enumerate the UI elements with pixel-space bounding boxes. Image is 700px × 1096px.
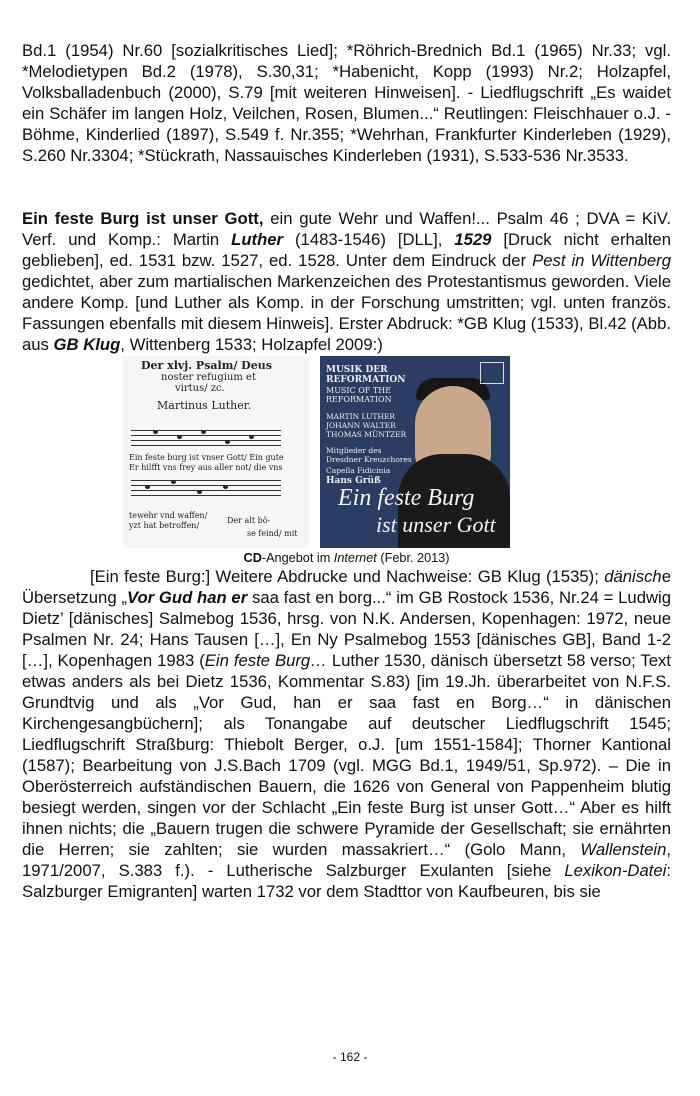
hymnal-lyric: Der alt bö- <box>227 516 271 525</box>
hymnal-heading-line: noster refugium et <box>161 372 256 383</box>
year-1529: 1529 <box>454 230 492 249</box>
hymnal-lyric: yzt hat betroffen/ <box>129 521 200 530</box>
ein-feste-burg-italic: Ein feste Burg… <box>204 651 327 670</box>
cd-heading: REFORMATION <box>326 375 406 385</box>
hymnal-lyric: tewehr vnd waffen/ <box>129 511 208 520</box>
entry-text: ein gute Wehr und Waffen!... Psalm 46 ; DVA = KiV. Verf. und Komp.: Martin <box>22 209 671 249</box>
music-note <box>145 485 150 489</box>
entry-ein-feste-burg <box>22 208 671 355</box>
caption-text: -Angebot im <box>261 551 334 565</box>
music-note <box>225 440 230 444</box>
entry-text: (1483-1546) [DLL], <box>283 230 455 249</box>
paragraph-text: [Ein feste Burg:] Weitere Abdrucke und Nachweise: GB Klug (1535); <box>90 567 605 586</box>
entry-text: [Druck nicht erhalten geblieben], ed. 1531 bzw. 1527, ed. 1528. Unter dem Eindruck der <box>22 230 671 270</box>
pest-wittenberg: Pest in Wittenberg <box>532 251 671 270</box>
cd-performer: Mitglieder des <box>326 446 382 455</box>
cd-heading: REFORMATION <box>326 395 392 404</box>
music-note <box>177 435 182 439</box>
paragraph-gap <box>22 187 671 208</box>
caption-cd: CD <box>243 551 262 565</box>
document-page <box>22 40 671 902</box>
cd-performer: Dresdner Kreuzchores <box>326 455 412 464</box>
cd-heading: MUSIC OF THE <box>326 386 392 395</box>
music-note <box>223 485 228 489</box>
music-note <box>171 480 176 484</box>
entry-title: Ein feste Burg ist unser Gott, <box>22 209 264 228</box>
paragraph-text: saa fast en borg...“ im GB Rostock 1536, Nr.24 = Ludwig Dietz’ [dänisches] Salmebog 1536, hrsg. von N.K. Andersen, Kopenhagen: 1972, neue Psalmen Nr. 24; Hans Tausen […], En Ny Psalmebog 1553 [dänisches GB], Band 1-2 […], Kopenhagen 1983 ( <box>22 588 672 670</box>
page-number: - 162 - <box>332 1050 368 1064</box>
music-note <box>153 430 158 434</box>
music-staff <box>131 480 281 496</box>
author-luther: Luther <box>231 230 284 249</box>
hymnal-heading-line: virtus/ zc. <box>175 383 225 394</box>
music-note <box>201 430 206 434</box>
paragraph-text: Luther 1530, dänisch übersetzt 58 verso; Text etwas anders als bei Dietz 1536, Kommentar S.83) [im 19.Jh. überarbeitet von N.F.S. Grundtvig und als „Vor Gud, han er saa fast en Borg…“ in dänischen Kirchengesangbüchern]; als Tonangabe auf deutscher Liedflugschrift 1545; Liedflugschrift Straßburg: Thiebolt Berger, o.J. [um 1551-1584]; Thorner Kantional (1587); Bearbeitung von J.S.Bach 1709 (vgl. MGG Bd.1, 1949/51, Sp.972). – Die in Oberösterreich aufständischen Bauern, die 1626 von General von Pappenheim blutig besiegt werden, singen vor der Schlacht „Ein feste Burg ist unser Gott…“ Aber es hilft ihnen nichts; die „Bauern trugen die schwere Pyramide der Gesellschaft; sie ernährten die Herren; sie zahlten; sie wurden massakriert…“ (Golo Mann, <box>22 651 672 859</box>
music-note <box>249 435 254 439</box>
cd-performer: Capella Fidicinia <box>326 466 391 475</box>
paragraph-references: Bd.1 (1954) Nr.60 [sozialkritisches Lied]; *Röhrich-Brednich Bd.1 (1965) Nr.33; vgl. *Melodietypen Bd.2 (1978), S.30,31; *Habenicht, Kopp (1993) Nr.2; Holzapfel, Volksballadenbuch (2000), S.79 [mit weiteren Hinweisen]. - Liedflugschrift „Es waidet ein Schäfer im langen Holz, Veilchen, Rosen, Blumen...“ Reutlingen: Fleischhauer o.J. - Böhme, Kinderlied (1897), S.549 f. Nr.355; *Wehrhan, Frankfurter Kinderleben (1929), S.260 Nr.3304; *Stückrath, Nassauisches Kinderleben (1931), S.533-536 Nr.3533. <box>22 41 671 165</box>
hymnal-heading: Der xlvj. Psalm/ Deus <box>141 359 272 372</box>
paragraph-further-prints <box>22 566 671 902</box>
caption-internet: Internet <box>333 551 377 565</box>
figures-row <box>22 356 671 552</box>
hymnal-page-image <box>123 356 309 548</box>
music-note <box>197 490 202 494</box>
wallenstein-title: Wallenstein <box>580 840 667 859</box>
cd-composer: JOHANN WALTER <box>326 421 396 430</box>
hymnal-lyric: se feind/ mit <box>247 529 298 538</box>
gb-klug: GB Klug <box>53 335 121 354</box>
paragraph-text: , 1971/2007, S.383 f.). - Lutherische Salzburger Exulanten [siehe <box>22 840 671 880</box>
entry-text: , Wittenberg 1533; Holzapfel 2009:) <box>120 335 383 354</box>
cd-composer: MARTIN LUTHER <box>326 412 396 421</box>
paragraph-text: : Salzburger Emigranten] warten 1732 vor dem Stadttor von Kaufbeuren, bis sie <box>22 861 671 901</box>
hymnal-author: Martinus Luther. <box>157 399 252 412</box>
cd-title-line2: ist unser Gott <box>376 512 496 537</box>
cd-performer: Hans Grüß <box>326 476 381 486</box>
cd-composer: THOMAS MÜNTZER <box>326 430 407 439</box>
paragraph-text: e Übersetzung „ <box>22 567 671 607</box>
cd-heading: MUSIK DER <box>326 365 388 375</box>
lexikon-datei: Lexikon-Datei <box>564 861 667 880</box>
danish-word: dänisch <box>604 567 662 586</box>
danish-title: Vor Gud han er <box>126 588 248 607</box>
entry-text: gedichtet, aber zum martialischen Markenzeichen des Protestantismus geworden. Viele andere Komp. [und Luther als Komp. in der Forschung umstritten; vgl. unten französ. Fassungen ebenfalls mit diesem Hinweis]. Erster Abdruck: *GB Klug (1533), Bl.42 (Abb. aus <box>22 272 671 354</box>
caption-text: (Febr. 2013) <box>376 551 450 565</box>
cd-title: Ein feste Burg <box>338 485 475 511</box>
hymnal-lyric: Ein feste burg ist vnser Gott/ Ein gute <box>129 453 284 462</box>
figure-caption <box>22 550 671 566</box>
cd-cover-image <box>320 356 510 548</box>
hymnal-lyric: Er hilfft vns frey aus aller not/ die vns <box>129 463 283 472</box>
paragraph-gap <box>22 166 671 187</box>
label-logo-icon <box>480 362 504 384</box>
